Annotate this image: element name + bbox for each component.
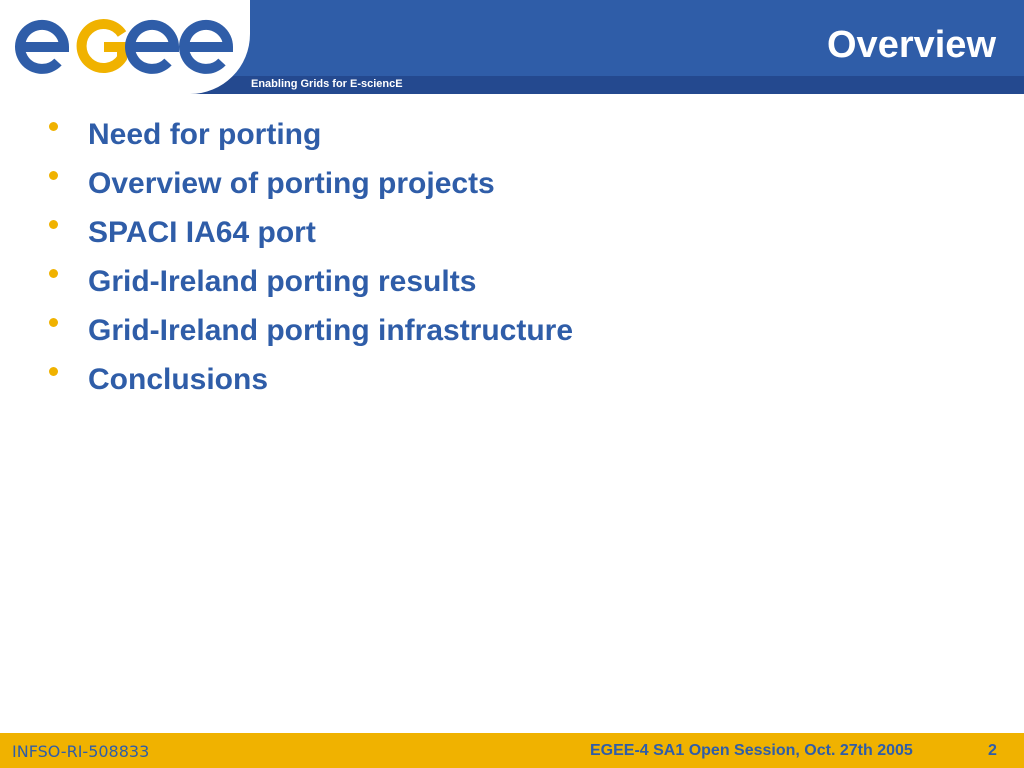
bullet-list — [0, 112, 573, 406]
bullet-text: Grid-Ireland porting infrastructure — [88, 314, 574, 347]
list-item — [0, 259, 573, 308]
list-item — [0, 112, 573, 161]
page-number: 2 — [988, 742, 997, 759]
slide-title: Overview — [827, 24, 996, 66]
bullet-icon — [49, 171, 58, 180]
bullet-text: Grid-Ireland porting results — [88, 265, 477, 298]
slide-header — [0, 0, 1024, 94]
bullet-icon — [49, 122, 58, 131]
event-label: EGEE-4 SA1 Open Session, Oct. 27th 2005 — [590, 742, 913, 759]
bullet-icon — [49, 269, 58, 278]
tagline: Enabling Grids for E-sciencE — [251, 78, 403, 90]
list-item — [0, 161, 573, 210]
logo-panel — [0, 0, 250, 94]
list-item — [0, 357, 573, 406]
bullet-icon — [49, 318, 58, 327]
bullet-text: Conclusions — [88, 363, 269, 396]
list-item — [0, 210, 573, 259]
bullet-icon — [49, 220, 58, 229]
list-item — [0, 308, 573, 357]
bullet-text: Need for porting — [88, 118, 322, 151]
bullet-text: Overview of porting projects — [88, 167, 495, 200]
bullet-icon — [49, 367, 58, 376]
bullet-text: SPACI IA64 port — [88, 216, 316, 249]
slide-footer — [0, 733, 1024, 768]
egee-logo-icon — [14, 14, 236, 76]
project-id: INFSO-RI-508833 — [12, 742, 150, 761]
